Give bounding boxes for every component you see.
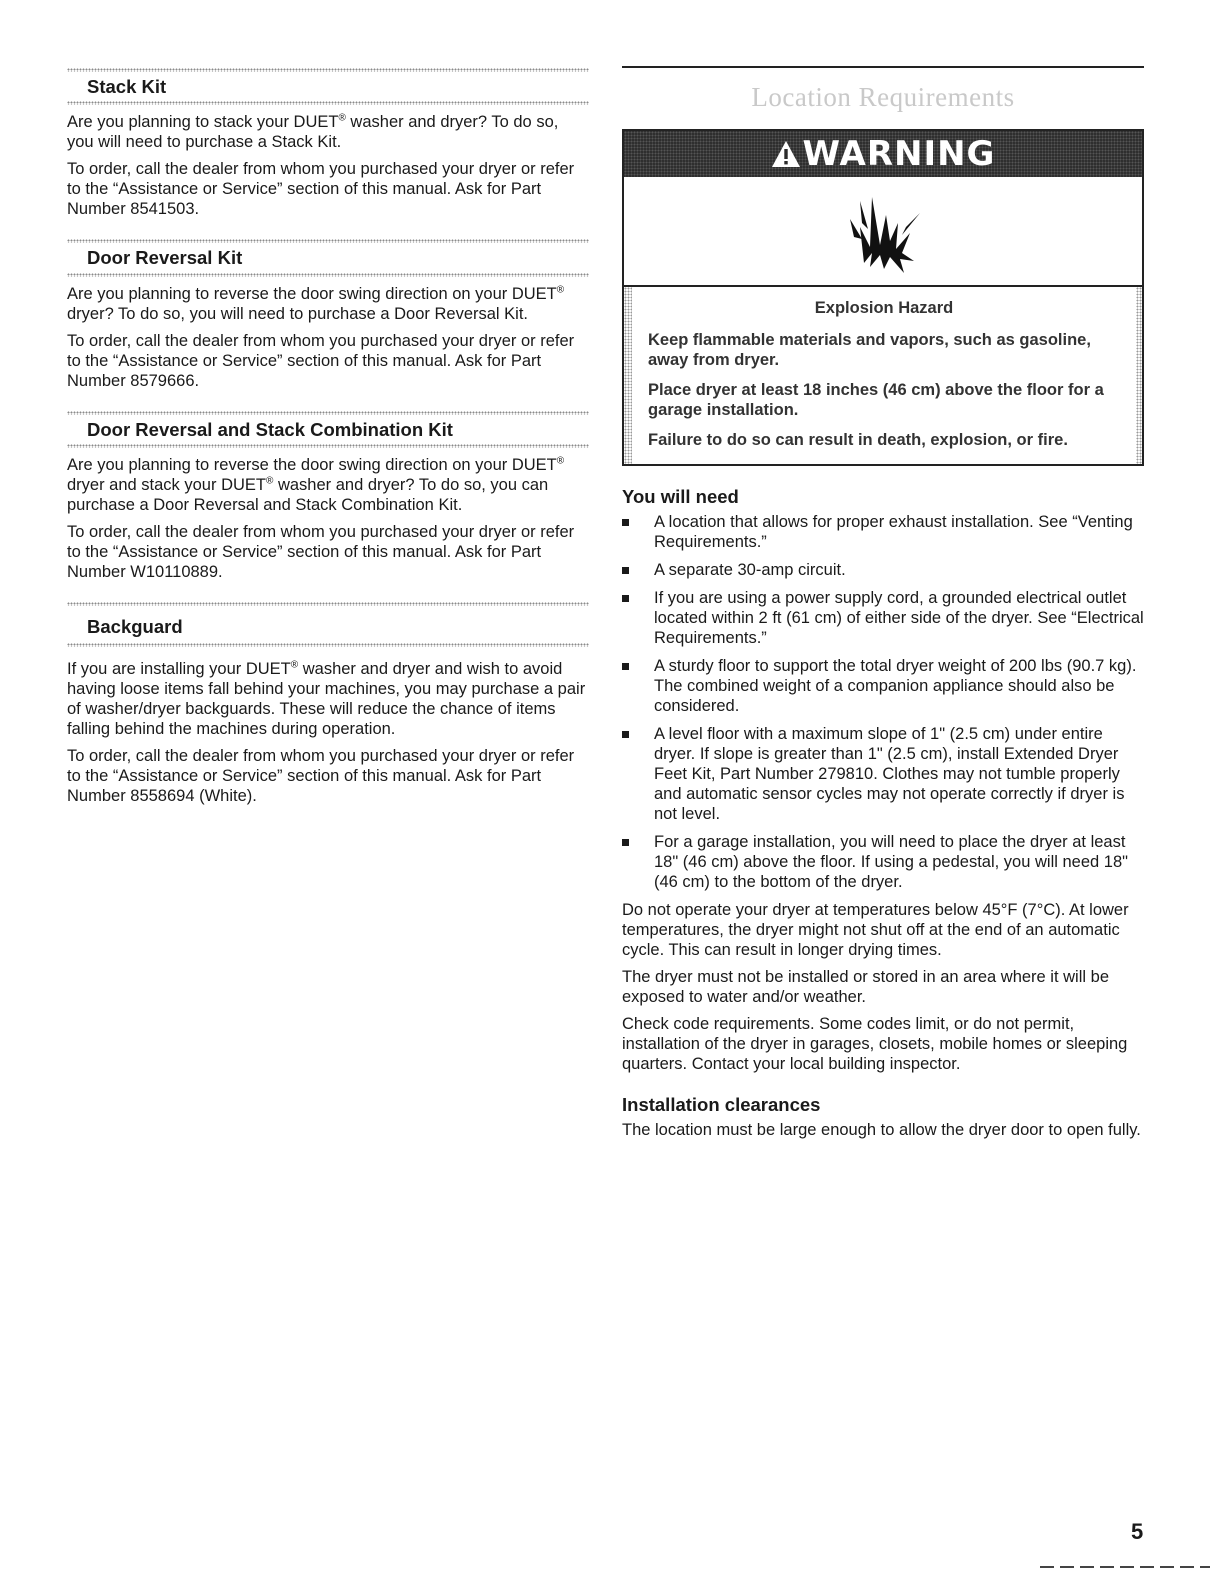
section-heading: Stack Kit: [87, 76, 167, 97]
requirements-list: [622, 512, 1144, 892]
right-column: [622, 66, 1144, 1140]
paragraph: To order, call the dealer from whom you purchased your dryer or refer to the “Assistance or Service” section of this manual. Ask for Part Number W10110889.: [67, 522, 575, 581]
page-title: Location Requirements: [751, 82, 1015, 112]
bullet-icon: [622, 839, 629, 846]
section-backguard: [67, 602, 589, 806]
paragraph: Are you planning to reverse the door swing direction on your DUET® dryer and stack your DUET® washer and dryer? To do so, you can purchase a Door Reversal and Stack Combination Kit.: [67, 455, 565, 514]
paragraph: Check code requirements. Some codes limit, or do not permit, installation of the dryer in garages, closets, mobile homes or sleeping quarters. Contact your local building inspector.: [622, 1015, 1128, 1073]
warning-banner: [624, 131, 1142, 177]
paragraph: The dryer must not be installed or stored in an area where it will be exposed to water and/or weather.: [622, 968, 1109, 1006]
installation-clearances-heading: Installation clearances: [622, 1094, 821, 1115]
paragraph: The location must be large enough to allow the dryer door to open fully.: [622, 1121, 1141, 1139]
paragraph: To order, call the dealer from whom you purchased your dryer or refer to the “Assistance or Service” section of this manual. Ask for Part Number 8541503.: [67, 160, 575, 219]
list-item: A location that allows for proper exhaust installation. See “Venting Requirements.”: [622, 512, 1144, 552]
divider: [622, 66, 1144, 68]
section-heading: Backguard: [87, 615, 183, 637]
list-item: A level floor with a maximum slope of 1" (2.5 cm) under entire dryer. If slope is greater than 1" (2.5 cm), install Extended Dryer Feet Kit, Part Number 279810. Clothes may not tumble properly and automatic sensor cycles may not operate correctly if dryer is not level.: [622, 724, 1144, 824]
list-item: For a garage installation, you will need to place the dryer at least 18" (46 cm) above the floor. If using a pedestal, you will need 18" (46 cm) to the bottom of the dryer.: [622, 832, 1144, 892]
section-heading: Door Reversal and Stack Combination Kit: [87, 418, 453, 440]
paragraph: To order, call the dealer from whom you purchased your dryer or refer to the “Assistance or Service” section of this manual. Ask for Part Number 8579666.: [67, 331, 575, 390]
divider: [67, 643, 589, 647]
section-door-reversal-kit: [67, 239, 589, 390]
warning-line: Failure to do so can result in death, explosion, or fire.: [648, 431, 1068, 449]
hazard-name: Explosion Hazard: [814, 299, 954, 317]
section-combination-kit: [67, 411, 589, 582]
paragraph: If you are installing your DUET® washer and dryer and wish to avoid having loose items fall behind your machines, you may purchase a pair of washer/dryer backguards. These will reduce the chance of items falling behind the machines during operation.: [67, 659, 586, 739]
list-item: If you are using a power supply cord, a grounded electrical outlet located within 2 ft (61 cm) of either side of the dryer. See “Electrical Requirements.”: [622, 588, 1144, 648]
page-number: 5: [1131, 1519, 1144, 1544]
you-will-need-heading: You will need: [622, 486, 739, 507]
warning-text: [624, 287, 1142, 464]
bullet-icon: [622, 595, 629, 602]
warning-label: WARNING: [802, 134, 996, 174]
divider: [1040, 1566, 1210, 1568]
paragraph: Are you planning to reverse the door swing direction on your DUET® dryer? To do so, you will need to purchase a Door Reversal Kit.: [67, 284, 565, 323]
divider: [67, 273, 589, 277]
paragraph: Do not operate your dryer at temperatures below 45°F (7°C). At lower temperatures, the dryer might not shut off at the end of an automatic cycle. This can result in longer drying times.: [622, 901, 1129, 959]
paragraph: Are you planning to stack your DUET® washer and dryer? To do so, you will need to purchase a Stack Kit.: [67, 112, 559, 152]
bullet-icon: [622, 663, 629, 670]
warning-line: Keep flammable materials and vapors, such as gasoline, away from dryer.: [648, 331, 1091, 369]
explosion-icon: [840, 189, 926, 273]
list-item: A sturdy floor to support the total dryer weight of 200 lbs (90.7 kg). The combined weight of a companion appliance should also be considered.: [622, 656, 1144, 716]
divider: [67, 101, 589, 105]
section-heading: Door Reversal Kit: [87, 247, 243, 269]
warning-triangle-icon: [771, 140, 801, 168]
bullet-icon: [622, 519, 629, 526]
list-item: A separate 30-amp circuit.: [622, 560, 1144, 580]
hazard-symbol-area: [624, 177, 1142, 287]
bullet-icon: [622, 731, 629, 738]
section-stack-kit: [67, 68, 589, 219]
warning-box: [622, 129, 1144, 466]
left-column: [67, 68, 589, 814]
warning-line: Place dryer at least 18 inches (46 cm) above the floor for a garage installation.: [648, 381, 1104, 419]
paragraph: To order, call the dealer from whom you purchased your dryer or refer to the “Assistance or Service” section of this manual. Ask for Part Number 8558694 (White).: [67, 747, 575, 806]
bullet-icon: [622, 567, 629, 574]
divider: [67, 444, 589, 448]
